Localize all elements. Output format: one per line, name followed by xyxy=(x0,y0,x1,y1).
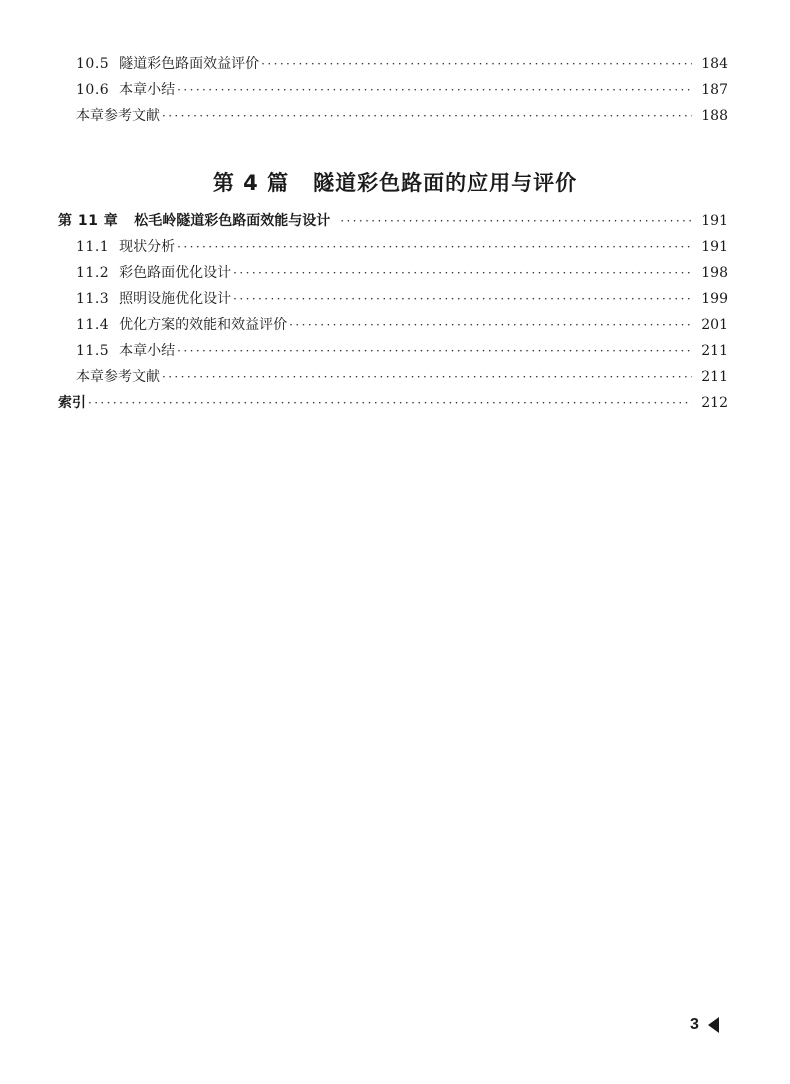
dot-leader xyxy=(289,314,692,336)
dot-leader xyxy=(261,53,692,75)
toc-entry-ch11-references[interactable] xyxy=(0,366,790,388)
section-number: 11.3 xyxy=(76,291,110,307)
page-number: 211 xyxy=(701,343,728,359)
section-title: 本章参考文献 xyxy=(76,369,160,385)
dot-leader xyxy=(177,340,692,362)
toc-entry-10-6[interactable] xyxy=(0,79,790,101)
index-title: 索引 xyxy=(58,395,86,411)
page-number: 187 xyxy=(701,82,728,98)
section-number: 11.1 xyxy=(76,239,110,255)
section-title: 本章参考文献 xyxy=(76,108,160,124)
page-footer xyxy=(690,1016,719,1034)
chapter-number: 第 11 章 xyxy=(58,213,119,229)
page-number: 198 xyxy=(701,265,728,281)
page-number: 191 xyxy=(701,213,728,229)
toc-entry-11-4[interactable] xyxy=(0,314,790,336)
dot-leader xyxy=(162,366,692,388)
section-title: 优化方案的效能和效益评价 xyxy=(119,317,288,333)
page-number: 199 xyxy=(701,291,728,307)
dot-leader xyxy=(162,105,692,127)
section-title: 本章小结 xyxy=(119,82,176,98)
toc-entry-11-3[interactable] xyxy=(0,288,790,310)
section-title: 现状分析 xyxy=(119,239,176,255)
dot-leader xyxy=(177,79,692,101)
page-number: 211 xyxy=(701,369,728,385)
page-number: 212 xyxy=(701,395,728,411)
page-number: 184 xyxy=(701,56,728,72)
toc-entry-ch10-references[interactable] xyxy=(0,105,790,127)
toc-entry-11-1[interactable] xyxy=(0,236,790,258)
section-title: 隧道彩色路面效益评价 xyxy=(119,56,260,72)
section-number: 11.5 xyxy=(76,343,110,359)
toc-entry-11-5[interactable] xyxy=(0,340,790,362)
dot-leader xyxy=(340,210,692,232)
toc-entry-11-2[interactable] xyxy=(0,262,790,284)
dot-leader xyxy=(88,392,692,414)
triangle-left-icon xyxy=(708,1017,719,1033)
chapter-title: 松毛岭隧道彩色路面效能与设计 xyxy=(134,213,331,229)
section-number: 11.4 xyxy=(76,317,110,333)
dot-leader xyxy=(233,262,692,284)
section-title: 彩色路面优化设计 xyxy=(119,265,232,281)
dot-leader xyxy=(233,288,692,310)
page-number: 188 xyxy=(701,108,728,124)
section-number: 11.2 xyxy=(76,265,110,281)
section-number: 10.5 xyxy=(76,56,110,72)
toc-entry-index[interactable] xyxy=(0,392,790,414)
page-number: 201 xyxy=(701,317,728,333)
section-number: 10.6 xyxy=(76,82,110,98)
section-title: 本章小结 xyxy=(119,343,176,359)
toc-chapter-11[interactable] xyxy=(0,210,790,232)
part-heading xyxy=(0,167,790,197)
footer-page-number: 3 xyxy=(690,1016,699,1033)
page-number: 191 xyxy=(701,239,728,255)
toc-entry-10-5[interactable] xyxy=(0,53,790,75)
part-number: 第 4 篇 xyxy=(212,171,290,195)
section-title: 照明设施优化设计 xyxy=(119,291,232,307)
part-title: 隧道彩色路面的应用与评价 xyxy=(313,171,578,195)
dot-leader xyxy=(177,236,692,258)
